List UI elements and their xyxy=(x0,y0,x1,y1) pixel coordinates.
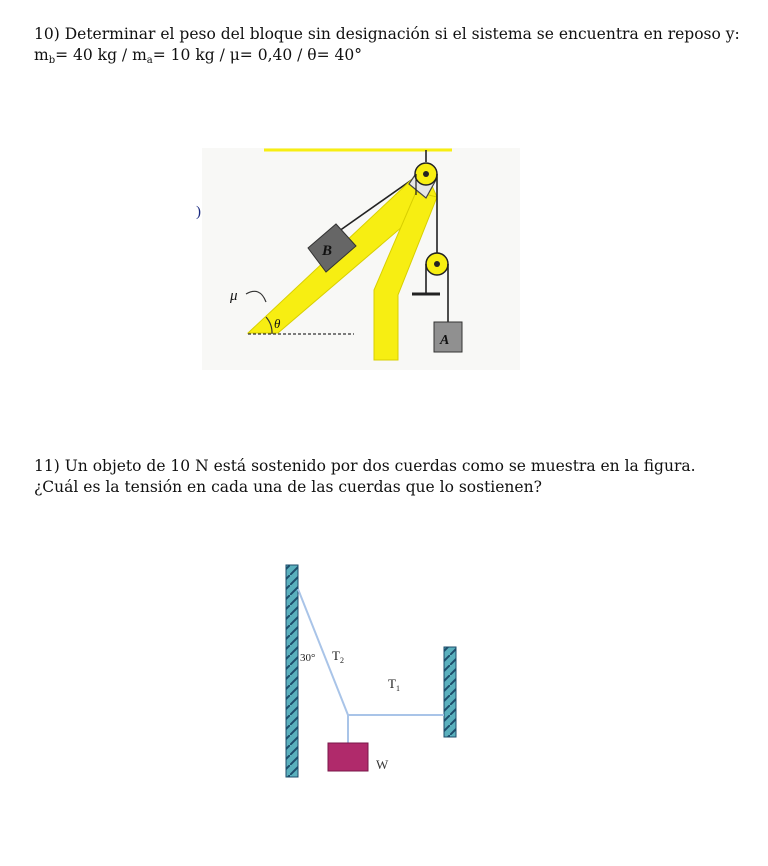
stray-mark: ) xyxy=(196,204,201,220)
m-a-value: = 10 kg xyxy=(152,46,215,64)
problem-10-number: 10) xyxy=(34,25,60,43)
mu-label: μ xyxy=(230,288,238,304)
mu-value: μ= 0,40 xyxy=(229,46,293,64)
problem-11 xyxy=(34,456,734,498)
m-b-symbol: m xyxy=(34,46,49,64)
lower-pulley-axle xyxy=(434,261,440,267)
two-rope-figure xyxy=(280,555,480,785)
block-a-label: A xyxy=(440,333,450,348)
m-a-subscript: a xyxy=(146,55,153,66)
m-b-value: = 40 kg xyxy=(55,46,117,64)
t2-label xyxy=(332,648,344,665)
separator: / xyxy=(214,46,230,64)
theta-value: θ= 40° xyxy=(307,46,363,64)
left-wall xyxy=(286,565,298,777)
top-pulley-axle xyxy=(423,171,429,177)
problem-11-statement-line xyxy=(34,456,734,498)
separator: / xyxy=(117,46,133,64)
weight-block xyxy=(328,743,368,771)
t1-symbol: T xyxy=(388,676,396,691)
problem-10-statement-line xyxy=(34,24,740,45)
angle-label: 30° xyxy=(300,652,316,664)
theta-label: θ xyxy=(274,316,281,331)
t2-subscript: 2 xyxy=(339,656,344,665)
weight-label: W xyxy=(376,757,389,772)
t1-label xyxy=(388,676,400,693)
t2-symbol: T xyxy=(332,648,340,663)
m-a-symbol: m xyxy=(132,46,147,64)
problem-10 xyxy=(34,24,740,66)
problem-10-statement: Determinar el peso del bloque sin designación si el sistema se encuentra en reposo y: xyxy=(64,25,740,43)
incline-pulley-figure xyxy=(190,140,530,380)
problem-11-statement: Un objeto de 10 N está sostenido por dos cuerdas como se muestra en la figura. ¿Cuál es la tensión en cada una de las cuerdas que lo sostienen? xyxy=(34,457,696,496)
m-b-subscript: b xyxy=(48,55,56,66)
two-rope-diagram xyxy=(280,555,480,785)
problem-11-number: 11) xyxy=(34,457,60,475)
t1-subscript: 1 xyxy=(395,684,400,693)
incline-pulley-diagram xyxy=(190,140,530,380)
block-b-label: B xyxy=(322,243,333,259)
right-wall xyxy=(444,647,456,737)
problem-10-given-values xyxy=(34,45,734,66)
separator: / xyxy=(292,46,308,64)
